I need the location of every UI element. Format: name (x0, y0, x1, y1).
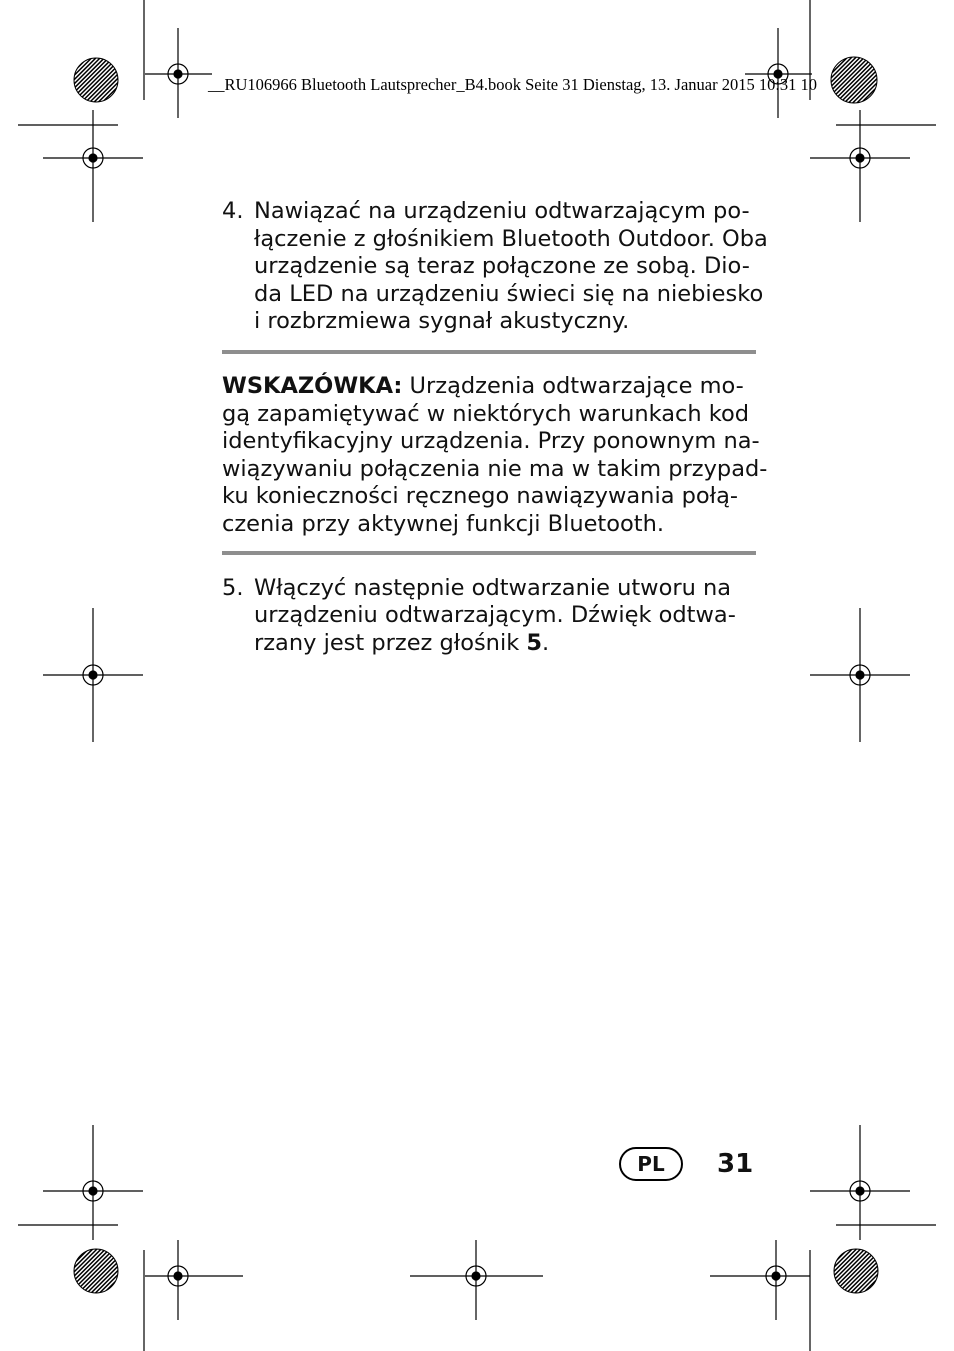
crosshair-right-middle (810, 608, 910, 742)
crosshair-bottom-right (710, 1240, 810, 1320)
text-line: wiązywaniu połączenia nie ma w takim przypad- (222, 455, 768, 482)
crosshair-right-upper (810, 110, 910, 222)
step5-last-line: rzany jest przez głośnik (254, 629, 527, 656)
text-line: da LED na urządzeniu świeci się na niebiesko (254, 280, 764, 307)
crosshair-left-middle (43, 608, 143, 742)
crosshair-bottom-left (145, 1240, 243, 1320)
page-content (222, 198, 768, 657)
star-target-top-right (831, 57, 877, 103)
step-4 (222, 198, 768, 336)
text-line: ku konieczności ręcznego nawiązywania połą- (222, 483, 738, 510)
crosshair-left-upper (43, 110, 143, 222)
crosshair-bottom-center (410, 1240, 543, 1320)
text-line (222, 373, 756, 401)
text-line: urządzeniu odtwarzającym. Dźwięk odtwa- (254, 602, 736, 629)
crosshair-right-lower (810, 1125, 910, 1240)
text-line (254, 630, 756, 658)
step-text (254, 575, 756, 658)
part-reference: 5 (526, 629, 543, 656)
step-number: 4. (222, 198, 244, 224)
star-target-bottom-right (834, 1249, 878, 1293)
text-line: identyfikacyjny urządzenia. Przy ponownym na- (222, 428, 760, 455)
language-badge: PL (619, 1147, 683, 1181)
note-label: WSKAZÓWKA: (222, 372, 403, 399)
crosshair-left-lower (43, 1125, 143, 1240)
text-line: urządzenie są teraz połączone ze sobą. Dio- (254, 253, 750, 280)
note-first-line: Urządzenia odtwarzające mo- (402, 372, 744, 399)
text-line: łączenie z głośnikiem Bluetooth Outdoor. Oba (254, 225, 768, 252)
sentence-end: . (542, 629, 550, 656)
step-number: 5. (222, 574, 244, 601)
text-line: i rozbrzmiewa sygnał akustyczny. (254, 308, 630, 335)
print-slug-line: __RU106966 Bluetooth Lautsprecher_B4.book Seite 31 Dienstag, 13. Januar 2015 10:31 10 (208, 75, 818, 94)
text-line: Włączyć następnie odtwarzanie utworu na (254, 574, 732, 601)
note-block (222, 372, 768, 539)
note-divider-top (222, 350, 756, 354)
step-text (254, 198, 768, 336)
crosshair-top-left (145, 28, 212, 118)
text-line: czenia przy aktywnej funkcji Bluetooth. (222, 510, 665, 537)
text-line: Nawiązać na urządzeniu odtwarzającym po- (254, 198, 750, 224)
crosshair-top-right (745, 28, 812, 118)
page-footer (619, 1146, 753, 1182)
star-target-bottom-left (74, 1249, 118, 1293)
step-5 (222, 575, 756, 658)
note-divider-bottom (222, 551, 756, 555)
text-line: gą zapamiętywać w niektórych warunkach kod (222, 400, 750, 427)
page-number: 31 (717, 1149, 754, 1179)
star-target-top-left (74, 58, 118, 102)
